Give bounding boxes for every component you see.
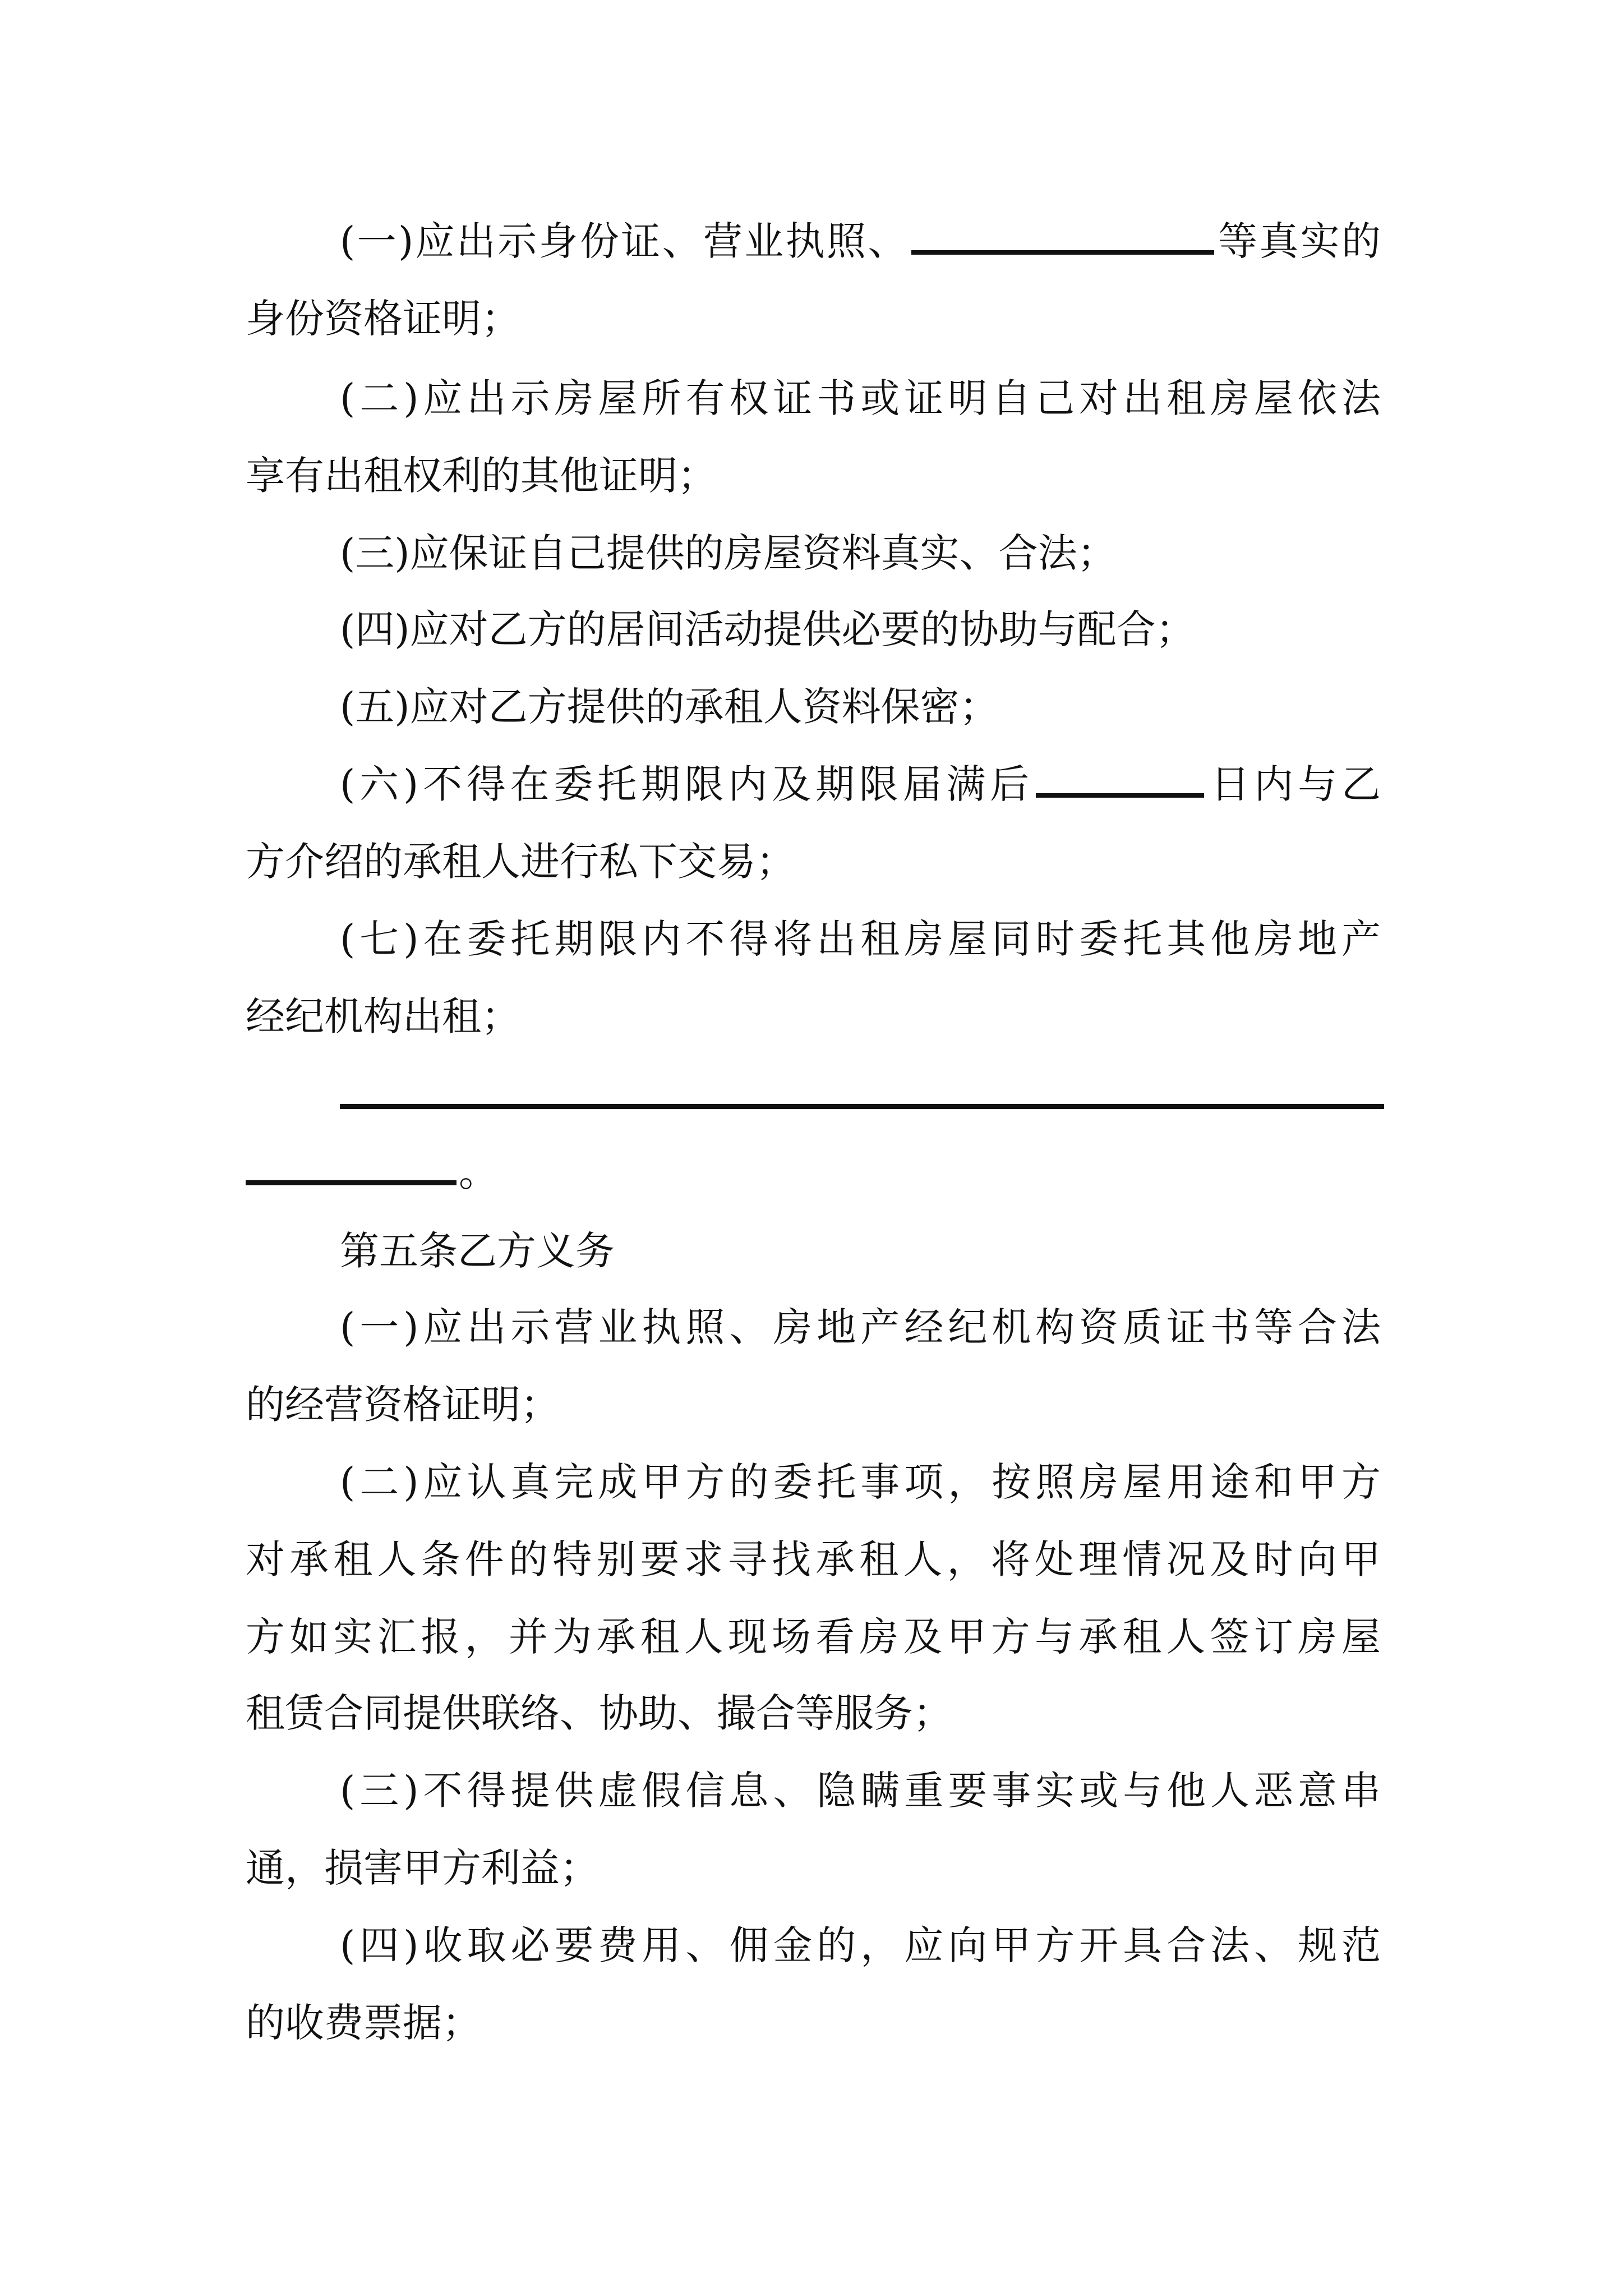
blank-clause-rule-1 xyxy=(340,1104,1384,1109)
article-5-item-3-line-2: 通，损害甲方利益； xyxy=(246,1845,599,1891)
duty-a-item-4: (四)应对乙方的居间活动提供必要的协助与配合； xyxy=(340,606,1195,652)
duty-a-item-2-line-1: (二)应出示房屋所有权证书或证明自己对出租房屋依法 xyxy=(340,375,1381,421)
article-5-item-2-line-2: 对承租人条件的特别要求寻找承租人，将处理情况及时向甲 xyxy=(246,1536,1381,1582)
article-5-item-4-line-2: 的收费票据； xyxy=(246,2000,481,2046)
fill-in-blank xyxy=(1036,761,1204,798)
fill-in-blank xyxy=(911,218,1214,255)
duty-a-item-2-line-2: 享有出租权利的其他证明； xyxy=(246,453,717,499)
article-5-item-2-line-1: (二)应认真完成甲方的委托事项，按照房屋用途和甲方 xyxy=(340,1459,1381,1505)
article-5-item-3-line-1: (三)不得提供虚假信息、隐瞒重要事实或与他人恶意串 xyxy=(340,1768,1381,1814)
text-span: (一)应出示身份证、营业执照、 xyxy=(340,218,909,264)
article-5-item-1-line-2: 的经营资格证明； xyxy=(246,1382,560,1428)
article-5-item-2-line-3: 方如实汇报，并为承租人现场看房及甲方与承租人签订房屋 xyxy=(246,1614,1381,1660)
duty-a-item-7-line-1: (七)在委托期限内不得将出租房屋同时委托其他房地产 xyxy=(340,916,1381,962)
duty-a-item-5: (五)应对乙方提供的承租人资料保密； xyxy=(340,684,999,730)
article-5-heading: 第五条乙方义务 xyxy=(340,1228,615,1274)
text-span: (六)不得在委托期限内及期限届满后 xyxy=(340,761,1034,807)
duty-a-item-1-line-2: 身份资格证明； xyxy=(246,296,520,342)
text-span: 等真实的 xyxy=(1216,218,1381,264)
blank-clause-end-mark: 。 xyxy=(459,1149,498,1195)
duty-a-item-6-line-1 xyxy=(340,756,1381,812)
duty-a-item-7-line-2: 经纪机构出租； xyxy=(246,993,520,1039)
duty-a-item-1-line-1 xyxy=(340,213,1381,269)
article-5-item-1-line-1: (一)应出示营业执照、房地产经纪机构资质证书等合法 xyxy=(340,1304,1381,1350)
duty-a-item-6-line-2: 方介绍的承租人进行私下交易； xyxy=(246,839,795,885)
duty-a-item-3: (三)应保证自己提供的房屋资料真实、合法； xyxy=(340,530,1117,576)
article-5-item-4-line-1: (四)收取必要费用、佣金的，应向甲方开具合法、规范 xyxy=(340,1922,1381,1968)
blank-clause-rule-2 xyxy=(246,1180,457,1185)
text-span: 日内与乙 xyxy=(1206,761,1381,807)
article-5-item-2-line-4: 租赁合同提供联络、协助、撮合等服务； xyxy=(246,1690,952,1736)
